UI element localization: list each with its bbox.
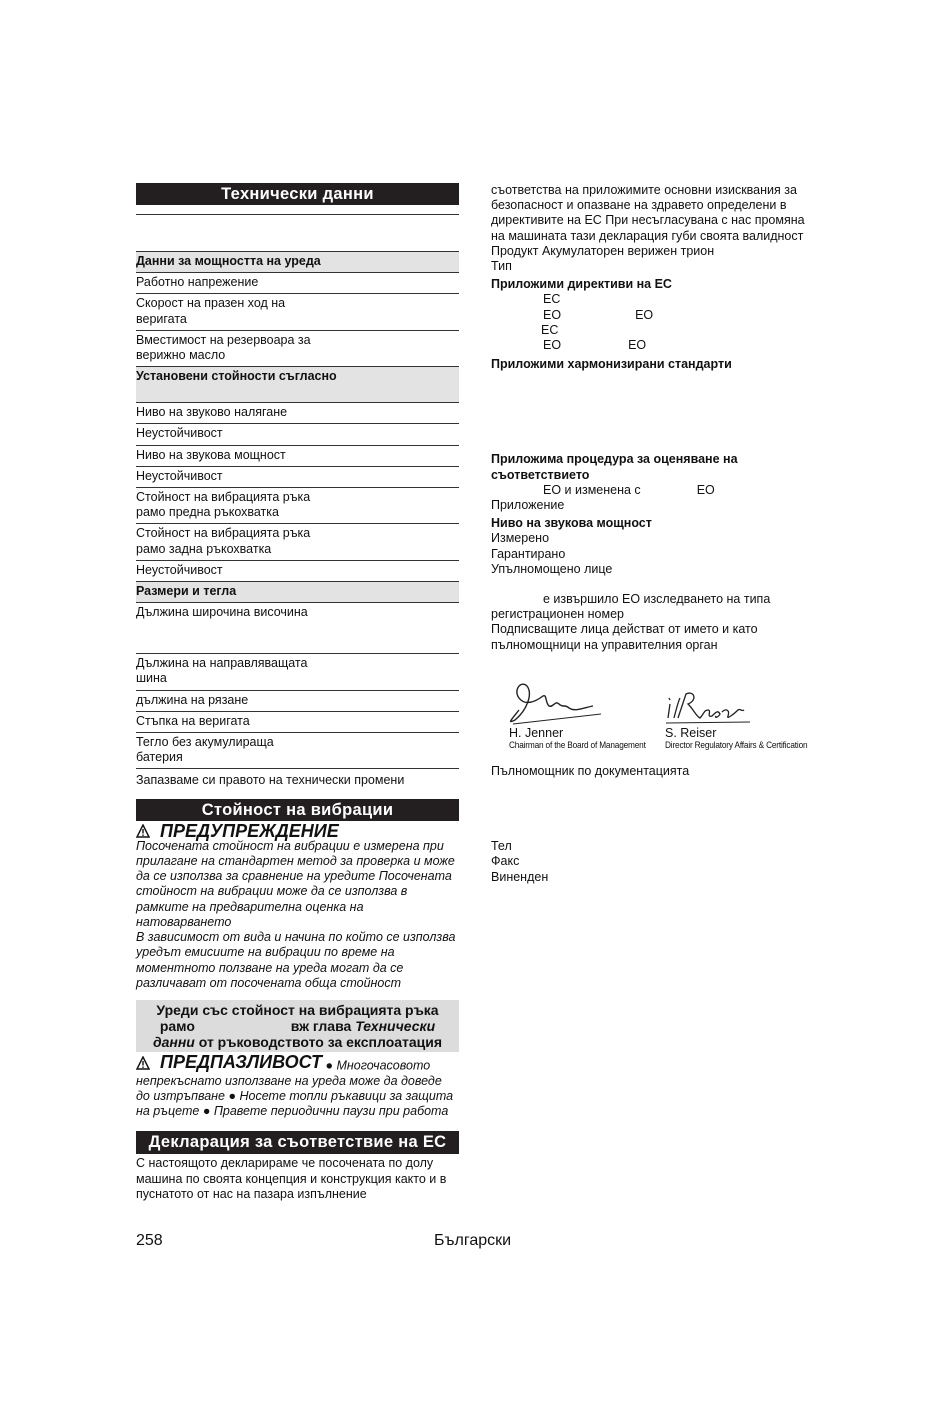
spec-cell: Размери и тегла [136,582,459,603]
procedure-line [491,483,821,498]
spec-row [136,488,459,524]
caution-block [136,1051,459,1119]
declaration-text-left: С настоящото декларираме че посочената по долу машина по своята концепция и конструкция както и в пуснатото от нас на пазара изпълнение [136,1156,447,1201]
sound-label: Ниво на звукова мощност [491,516,652,531]
spec-cell: Тегло без акумулираща батерия [136,733,459,769]
standards-space [491,372,821,452]
tech-data-gap [136,215,459,252]
directive-1-text: ЕС [543,292,561,307]
directive-3 [491,323,821,338]
caution-heading [136,1051,322,1072]
spec-row [136,445,459,466]
tech-data-heading: Технически данни [136,183,459,205]
tel-line: Тел [491,839,512,854]
caution-label: ПРЕДПАЗЛИВОСТ [160,1051,322,1072]
reg-no-line: регистрационен номер [491,607,625,622]
notified-line: Упълномощено лице [491,561,613,576]
spec-row [136,560,459,581]
spec-cell: Вместимост на резервоара за верижно масло [136,330,459,366]
caution-text: ● Многочасовото непрекъснато използване на уреда може да доведе до изтръпване ● Носете топли ръкавици за защита на ръцете ● Правете периодични паузи при работа [136,1058,454,1119]
type-line: Тип [491,259,512,274]
box-text-rамо: рамо [159,1017,195,1034]
directive-3-text: ЕС [541,322,559,337]
spec-row [136,330,459,366]
spec-row [136,294,459,330]
directive-2a-text: ЕО [543,307,562,322]
signer-1-title: Chairman of the Board of Management [509,740,646,750]
tech-data-table [136,252,459,769]
signature-jenner-icon [505,680,605,728]
spec-row [136,466,459,487]
spec-row [136,654,459,690]
right-column-lower [491,764,821,885]
vibration-box-line-2 [136,1018,459,1034]
annex-line: Приложение [491,498,565,513]
fax-line: Факс [491,854,520,869]
declaration-text-right: съответства на приложимите основни изисквания за безопасност и опазване на здравето определени в директивите на ЕС При несъгласувана с нас промяна на машината тази декларация губи своята валидност [491,183,805,243]
declaration-heading: Декларация за съответствие на ЕС [136,1131,459,1154]
spec-row [136,603,459,654]
standards-label: Приложими хармонизирани стандарти [491,357,732,372]
box-text-technical: Технически [355,1017,436,1034]
box-text-see-chapter: вж глава [290,1017,352,1034]
directive-2b-text: ЕО [635,307,654,322]
warning-text-2: В зависимост от вида и начина по който се използва уредът емисиите на вибрации по време на моментното ползване на уреда могат да се различават от посочената обща стойност [136,930,456,990]
vibration-info-box [136,1000,459,1052]
signer-1-name: H. Jenner [509,726,564,740]
spec-row [136,273,459,294]
procedure-label: Приложима процедура за оценяване на съответствието [491,452,738,482]
doc-representative: Пълномощник по документацията [491,764,690,778]
reserve-note: Запазваме си правото на технически промени [136,773,405,788]
spec-cell: Дължина на направляващата шина [136,654,459,690]
notified-space [491,577,821,592]
examined-line [491,592,821,607]
spec-row [136,403,459,424]
spec-cell: Стойност на вибрацията ръка рамо предна ръкохватка [136,488,459,524]
measured-line: Измерено [491,531,550,546]
tech-data-spacer [136,205,459,215]
box-text-manual: от ръководството за експлоатация [198,1033,443,1050]
signature-jenner [509,726,658,750]
right-column [491,183,821,653]
spec-row [136,733,459,769]
left-column [136,183,459,1202]
signer-2-name: S. Reiser [665,726,717,740]
spec-row [136,524,459,560]
spec-cell: Неустойчивост [136,424,459,445]
directive-4 [491,338,821,353]
spec-section-row [136,582,459,603]
spec-cell: дължина на рязане [136,690,459,711]
caution-triangle-icon [136,1056,150,1070]
directive-1 [491,292,821,307]
spec-row [136,690,459,711]
guaranteed-line: Гарантирано [491,546,566,561]
spec-row [136,424,459,445]
spec-section-row [136,252,459,273]
spec-cell: Ниво на звукова мощност [136,445,459,466]
spec-cell: Стойност на вибрацията ръка рамо задна ръкохватка [136,524,459,560]
spec-row [136,711,459,732]
spec-cell: Данни за мощността на уреда [136,252,459,273]
box-text-data: данни [152,1033,195,1050]
directive-4a-text: ЕО [543,338,562,353]
warning-label: ПРЕДУПРЕЖДЕНИЕ [160,820,339,841]
spec-cell: Неустойчивост [136,466,459,487]
directive-4b-text: ЕО [628,338,647,353]
procedure-a-text: ЕО и изменена с [543,482,641,497]
footer-language: Български [434,1232,512,1249]
warning-heading [136,820,459,841]
procedure-b-text: ЕО [696,482,715,497]
warning-triangle-icon [136,824,150,838]
vibration-heading: Стойност на вибрации [136,799,459,821]
spec-cell: Установени стойности съгласно [136,367,459,403]
signature-reiser-icon [664,688,754,728]
vibration-box-line-1: Уреди със стойност на вибрацията ръка [156,1001,439,1018]
warning-text-1: Посочената стойност на вибрации е измерена при прилагане на стандартен метод за проверка и може да се използва за сравнение на уредите Посочената стойност на вибрации може да се използва в рамките на предварителна оценка на натоварването [136,838,455,929]
spec-cell: Дължина широчина височина [136,603,459,654]
vibration-box-line-3 [136,1034,459,1050]
spec-cell: Ниво на звуково налягане [136,403,459,424]
examined-text: е извършило ЕО изследването на типа [543,592,771,607]
directive-2 [491,308,821,323]
spec-cell: Работно напрежение [136,273,459,294]
signature-reiser [665,726,820,750]
city-line: Виненден [491,869,549,884]
address-space [491,779,821,839]
spec-cell: Неустойчивост [136,560,459,581]
product-line: Продукт Акумулаторен верижен трион [491,243,715,258]
directives-label: Приложими директиви на ЕС [491,277,672,292]
spec-cell: Стъпка на веригата [136,711,459,732]
signer-2-title: Director Regulatory Affairs & Certification [665,740,808,750]
spec-cell: Скорост на празен ход на веригата [136,294,459,330]
page-number: 258 [136,1232,163,1249]
signers-note: Подписващите лица действат от името и като пълномощници на управителния орган [491,622,758,652]
spec-section-row [136,367,459,403]
